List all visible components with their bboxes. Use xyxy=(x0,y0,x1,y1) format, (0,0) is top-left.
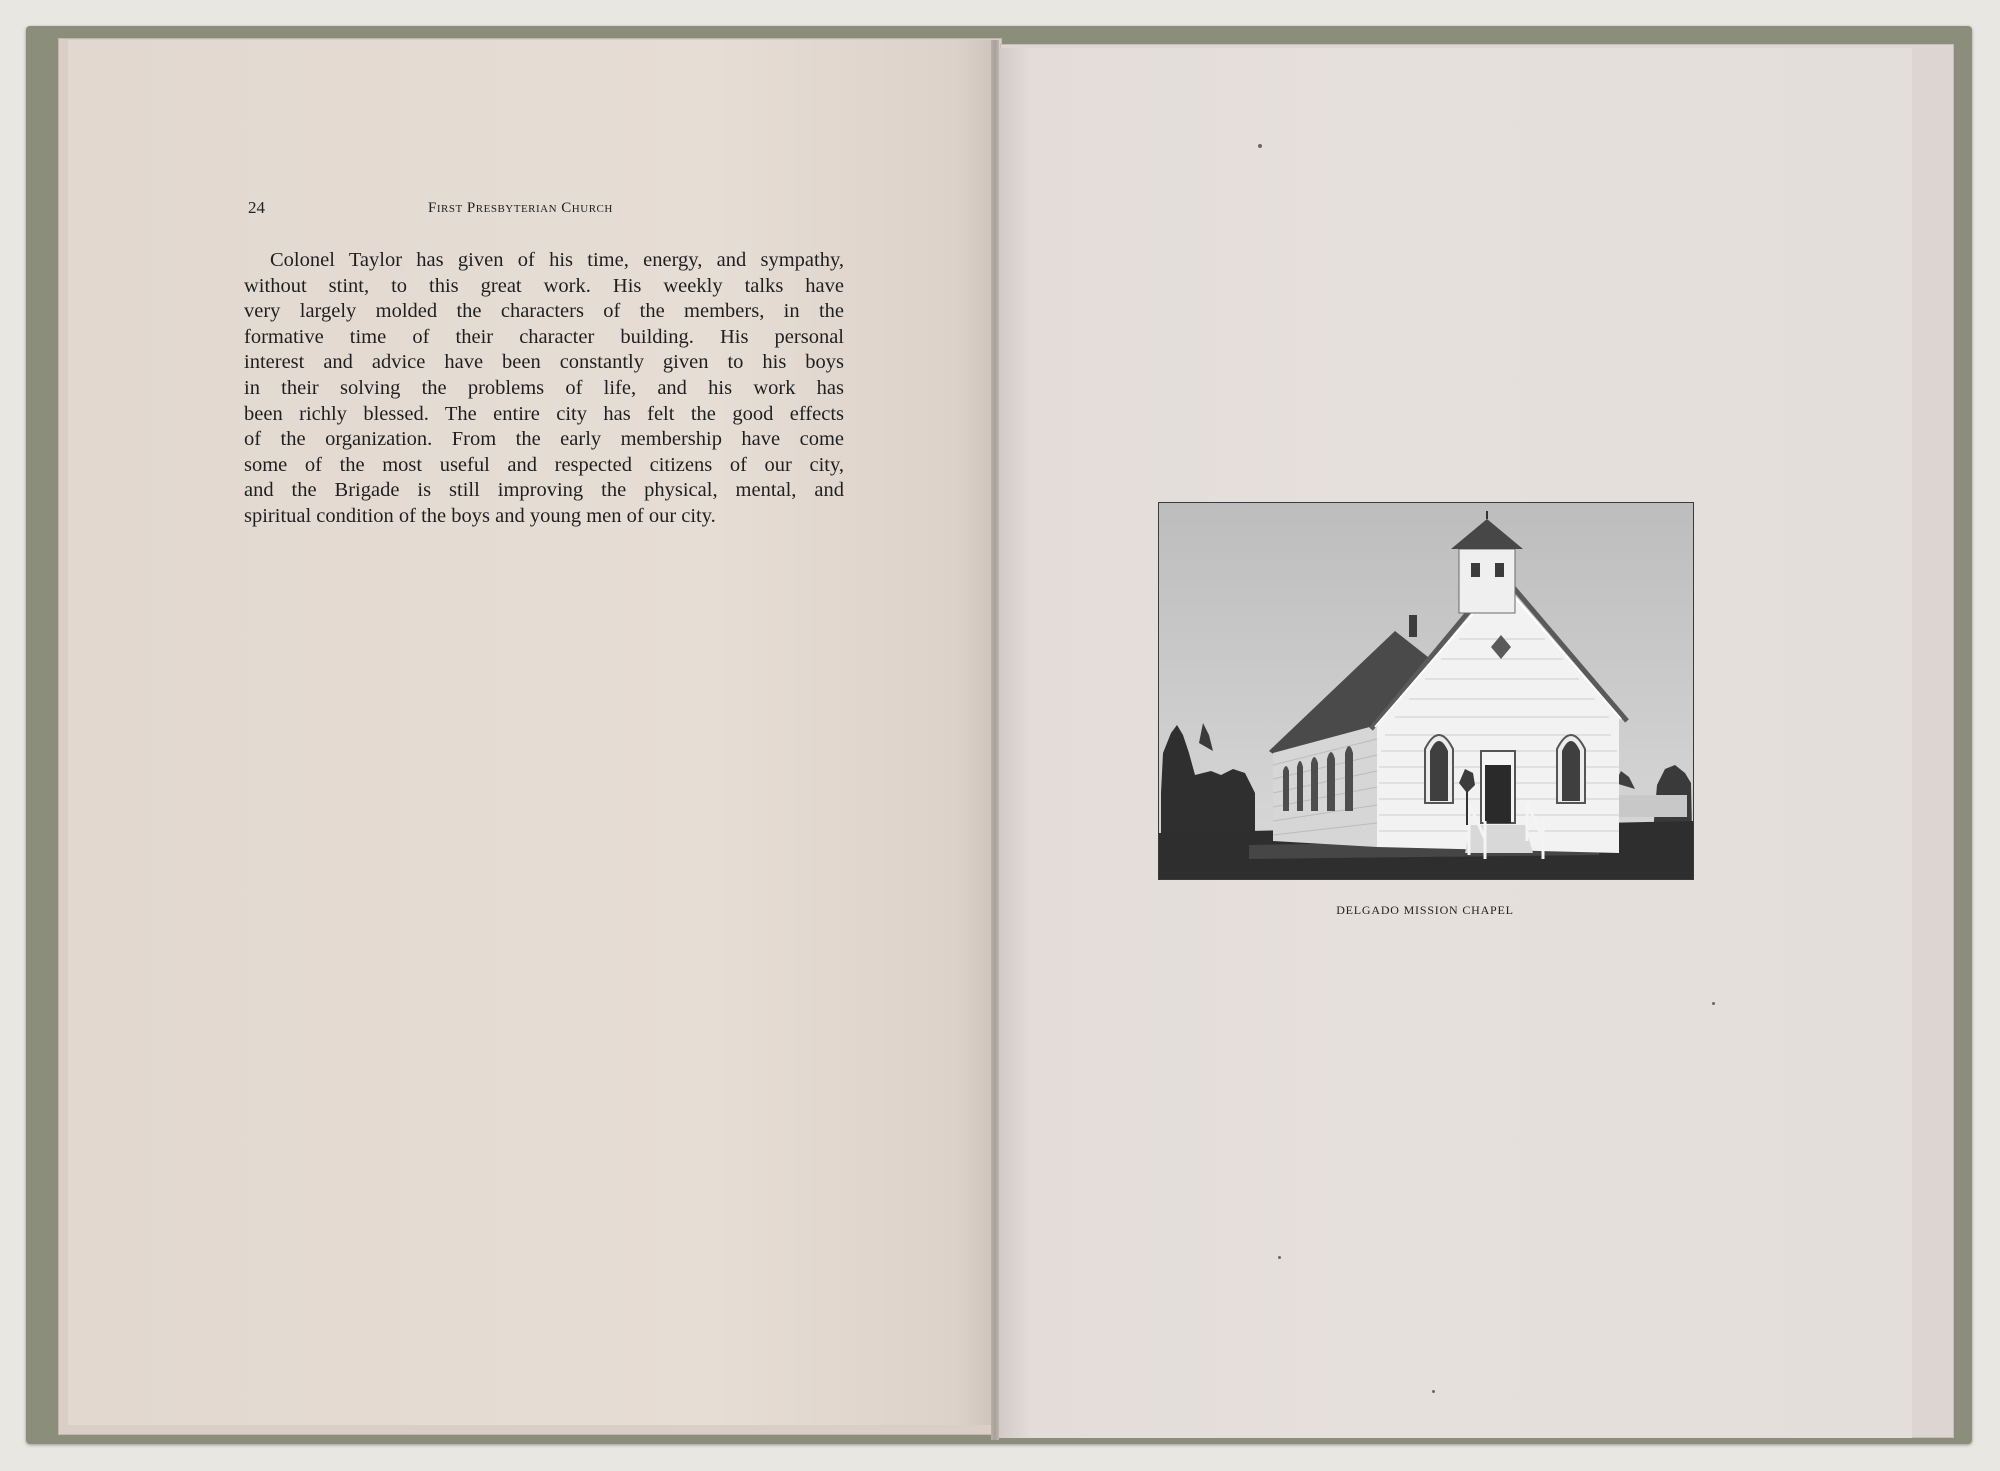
text-line: in their solving the problems of life, and his work has xyxy=(244,376,844,399)
photo-caption: DELGADO MISSION CHAPEL xyxy=(1336,903,1514,917)
text-line: interest and advice have been constantly given to his boys xyxy=(244,351,844,374)
text-line: and the Brigade is still improving the physical, mental, and xyxy=(244,479,844,502)
paper-speck xyxy=(1432,1390,1435,1393)
running-title: First Presbyterian Church xyxy=(428,200,613,216)
text-line: very largely molded the characters of the members, in the xyxy=(244,300,844,323)
body-paragraph xyxy=(244,248,844,530)
text-line: Colonel Taylor has given of his time, energy, and sympathy, xyxy=(270,249,844,271)
text-line: some of the most useful and respected citizens of our city, xyxy=(244,453,844,476)
text-line: spiritual condition of the boys and young men of our city. xyxy=(244,504,716,527)
text-line: been richly blessed. The entire city has felt the good effects xyxy=(244,402,844,425)
page-number: 24 xyxy=(248,198,265,217)
paper-speck xyxy=(1712,1002,1715,1005)
running-head xyxy=(248,198,848,224)
text-line: of the organization. From the early membership have come xyxy=(244,428,844,451)
paper-speck xyxy=(1258,144,1262,148)
book-gutter xyxy=(991,40,999,1440)
text-line: without stint, to this great work. His weekly talks have xyxy=(244,274,844,297)
paper-speck xyxy=(1278,1256,1281,1259)
text-line: formative time of their character building. His personal xyxy=(244,325,844,348)
chapel-photograph xyxy=(1158,502,1694,880)
